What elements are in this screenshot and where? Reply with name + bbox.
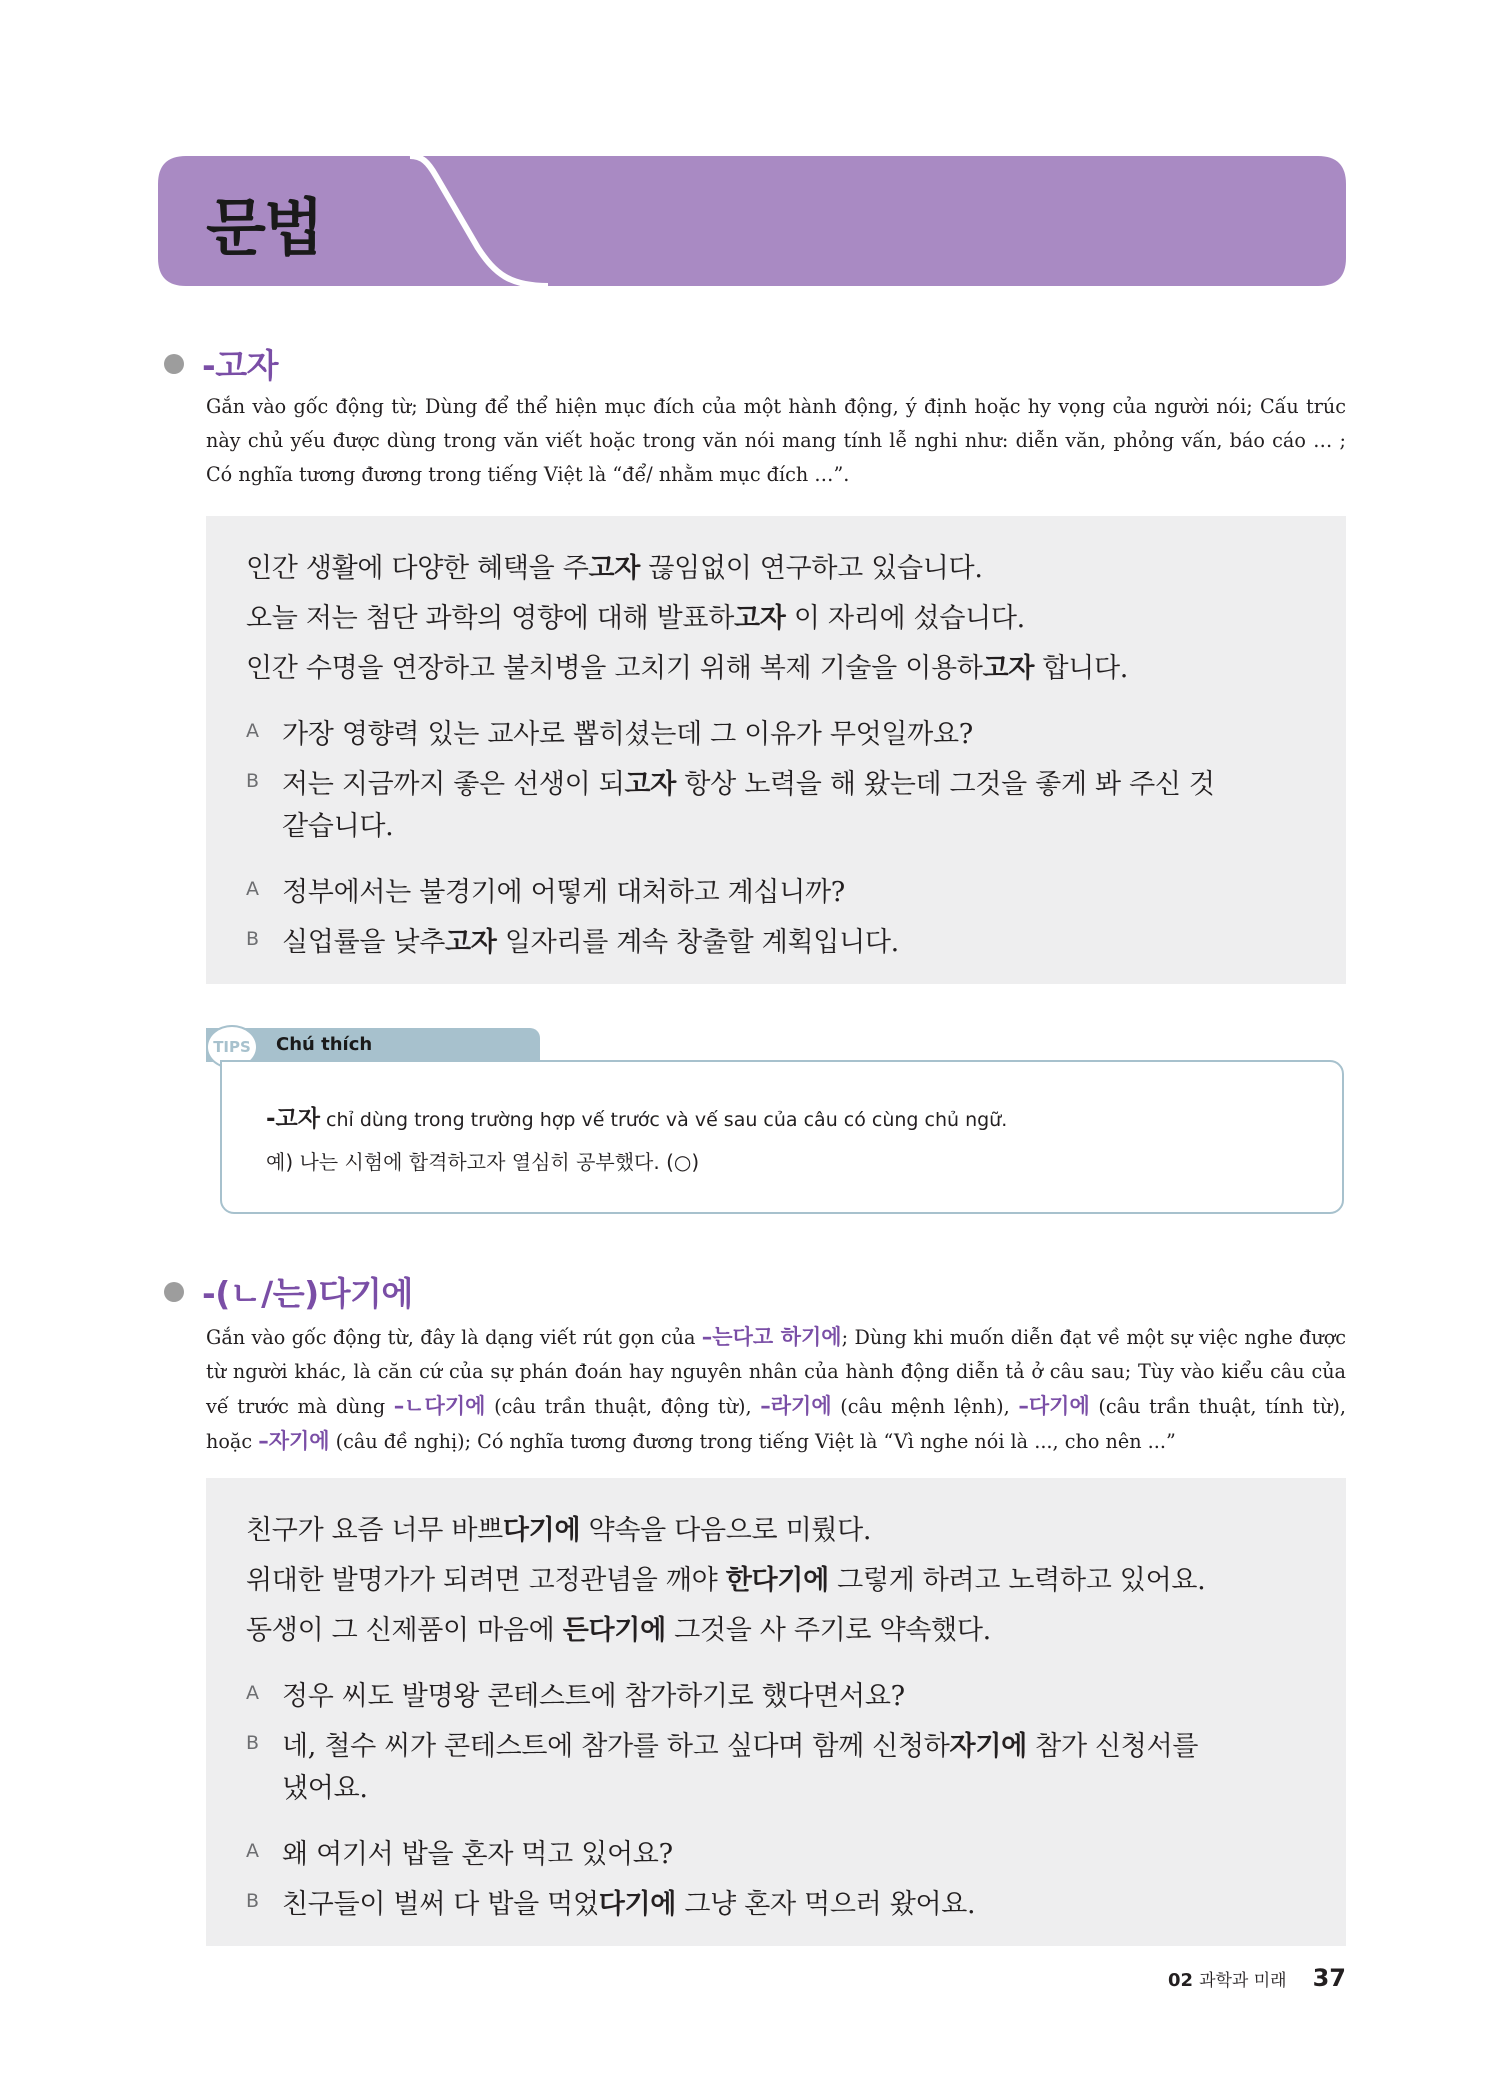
section-title: -(ㄴ/는)다기에 <box>202 1274 413 1313</box>
example-box: 인간 생활에 다양한 혜택을 주고자 끊임없이 연구하고 있습니다. 오늘 저는 첨단 과학의 영향에 대해 발표하고자 이 자리에 섰습니다. 인간 수명을 연장하고 불치병을 고치기 위해 복제 기술을 이용하고자 합니다. A 가장 영향력 있는 교사로 뽑히셨는데 그 이유가 무엇일까요? B 저는 지금까지 좋은 선생이 되고자 항상 노력을 해 왔는데 그것을 좋게 봐 주신 것 같습니다. A 정부에서는 불경기에 어떻게 대처하고 계십니까? B 실업률을 낮추고자 일자리를 계속 창출할 계획입니다. <box>206 516 1346 984</box>
page-number: 37 <box>1312 1964 1346 1992</box>
tips-example: 예) 나는 시험에 합격하고자 열심히 공부했다. (○) <box>266 1150 700 1174</box>
tips-note: -고자 chỉ dùng trong trường hợp vế trước và vế sau của câu có cùng chủ ngữ. <box>266 1106 1008 1132</box>
bullet-icon <box>164 1282 184 1302</box>
tips-box <box>206 1028 1346 1214</box>
chapter-number: 02 <box>1168 1970 1194 1991</box>
tips-badge: TIPS <box>206 1025 258 1069</box>
example-sentence: 인간 수명을 연장하고 불치병을 고치기 위해 복제 기술을 이용하고자 합니다. <box>246 653 1129 684</box>
page-title: 문법 <box>206 191 322 264</box>
example-sentence: 친구가 요즘 너무 바쁘다기에 약속을 다음으로 미뤘다. <box>246 1515 872 1546</box>
banner-shape <box>158 156 1346 286</box>
header-banner <box>158 156 1346 286</box>
section-description: Gắn vào gốc động từ; Dùng để thể hiện mục đích của một hành động, ý định hoặc hy vọng của người nói; Cấu trúc này chủ yếu được dùng trong văn viết hoặc trong văn nói mang tính lễ nghi như: diễn văn, phỏng vấn, báo cáo … ; Có nghĩa tương đương trong tiếng Việt là “để/ nhằm mục đích …”. <box>206 395 1346 486</box>
example-sentence: 오늘 저는 첨단 과학의 영향에 대해 발표하고자 이 자리에 섰습니다. <box>246 603 1025 634</box>
example-sentence: 위대한 발명가가 되려면 고정관념을 깨야 한다기에 그렇게 하려고 노력하고 있어요. <box>246 1565 1206 1596</box>
section-title: -고자 <box>202 346 278 385</box>
example-sentence: 인간 생활에 다양한 혜택을 주고자 끊임없이 연구하고 있습니다. <box>246 553 983 584</box>
section-heading-dagie <box>164 1268 413 1315</box>
section-description: Gắn vào gốc động từ, đây là dạng viết rút gọn của –는다고 하기에; Dùng khi muốn diễn đạt về một sự việc nghe được từ người khác, là căn cứ của sự phán đoán hay nguyên nhân của hành động diễn tả ở câu sau; Tùy vào kiểu câu của vế trước mà dùng –ㄴ다기에 (câu trần thuật, động từ), –라기에 (câu mệnh lệnh), –다기에 (câu trần thuật, tính từ), hoặc –자기에 (câu đề nghị); Có nghĩa tương đương trong tiếng Việt là “Vì nghe nói là ..., cho nên ...” <box>206 1325 1347 1453</box>
page-footer <box>1168 1964 1346 1992</box>
bullet-icon <box>164 354 184 374</box>
example-sentence: 동생이 그 신제품이 마음에 든다기에 그것을 사 주기로 약속했다. <box>246 1615 991 1646</box>
tips-body <box>220 1060 1344 1214</box>
chapter-name: 과학과 미래 <box>1199 1971 1287 1991</box>
tips-label: Chú thích <box>276 1034 373 1055</box>
section-heading-goja <box>164 340 278 387</box>
example-box: 친구가 요즘 너무 바쁘다기에 약속을 다음으로 미뤘다. 위대한 발명가가 되려면 고정관념을 깨야 한다기에 그렇게 하려고 노력하고 있어요. 동생이 그 신제품이 마음에 든다기에 그것을 사 주기로 약속했다. A 정우 씨도 발명왕 콘테스트에 참가하기로 했다면서요? B 네, 철수 씨가 콘테스트에 참가를 하고 싶다며 함께 신청하자기에 참가 신청서를 냈어요. A 왜 여기서 밥을 혼자 먹고 있어요? B 친구들이 벌써 다 밥을 먹었다기에 그냥 혼자 먹으러 왔어요. <box>206 1478 1346 1946</box>
